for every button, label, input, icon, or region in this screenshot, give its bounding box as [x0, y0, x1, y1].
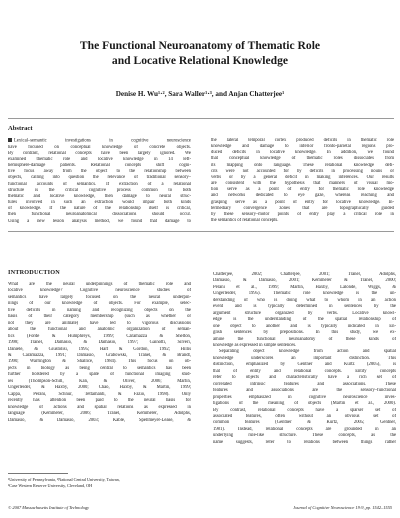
- body-line: Ungerleider, 1995). Thematic role knowledge is the un-: [213, 291, 396, 297]
- paper-title: [40, 38, 360, 68]
- abstract-line: cits were not accounted for by deficits in processing nouns or: [211, 168, 394, 174]
- copyright-footer: © 2007 Massachusetts Institute of Technology: [8, 505, 90, 510]
- abstract-line: Using a new lesion analysis method, we found that damage to: [8, 218, 191, 224]
- abstract-line: and networks dedicated to eye gaze, whereas reaching and: [211, 193, 394, 199]
- abstract-line: Lexical–semantic investigations in cognitive neuroscience: [8, 138, 191, 145]
- body-line: properties emphasized in cognitive neuroscience inves-: [213, 394, 396, 400]
- abstract-top-rule: [8, 118, 394, 119]
- body-line: & Caramazza, 1991; Damasio, Grabowski, Tranel, & Brandt,: [8, 352, 191, 358]
- abstract-line: grasping serve as a point of entry for locative knowledge. In-: [211, 199, 394, 205]
- body-line: Chatterjee, 2002; Chatterjee, 2001; Tranel, Adolphs,: [213, 272, 396, 277]
- body-line: semantics have largely focused on the neural underpin-: [8, 294, 191, 300]
- body-line: Damasio, & Damasio, 2001; Kemmerer & Tranel, 2000;: [213, 278, 396, 284]
- body-line: amine the functional neuroanatomy of these kinds of: [213, 336, 396, 342]
- body-line: about the functional and anatomic organization of seman-: [8, 327, 191, 333]
- abstract-line: duced deficits in locative knowledge. In addition, we found: [211, 150, 394, 156]
- body-line: 1990; Warrington & Shallice, 1984). This focus on ob-: [8, 359, 191, 365]
- body-line: Separating object knowledge from action and spatial: [219, 349, 396, 355]
- body-line: nings of our knowledge of objects. For example, selec-: [8, 301, 191, 307]
- footnote-line: ³Case Western Reserve University, Cleveland, OH: [8, 483, 93, 488]
- affiliation-footnotes: [8, 477, 191, 489]
- introduction-heading: INTRODUCTION: [8, 269, 60, 276]
- body-line: name suggests, refer to relations between things rather: [213, 439, 396, 445]
- abstract-line: By contrast, relational concepts have been largely ignored. We: [8, 150, 191, 156]
- body-line: knowledge of actions and spatial relations as expressed in: [8, 404, 191, 410]
- introduction-left-column: [8, 282, 191, 424]
- body-line: tics (Forde & Humphreys, 1999; Caramazza & Shelton,: [8, 333, 191, 339]
- abstract-line: that conceptual knowledge of thematic roles dissociates from: [211, 156, 394, 162]
- abstract-line: examined thematic role and locative knowledge in 14 left-: [8, 156, 191, 162]
- body-line: event and is typically determined in sentences by the: [213, 304, 396, 310]
- body-line: tive deficits in naming and recognizing objects on the: [8, 307, 191, 313]
- body-line: refer to objects and characteristically have a rich set of: [213, 375, 396, 381]
- author-list: Denise H. Wu¹·², Sara Waller¹·³, and Anjan Chatterjee¹: [115, 90, 285, 98]
- body-line: tigations of the meaning of objects (Martin et al., 2000).: [213, 401, 396, 407]
- body-line: glish sentences by prepositions. In this study, we ex-: [213, 330, 396, 336]
- abstract-line: the lateral temporal cortex produced deficits in thematic role: [211, 138, 394, 143]
- body-line: ies (Thompson-Schill, Kan, & Oliver, 2006; Martin,: [8, 378, 191, 384]
- journal-citation-footer: Journal of Cognitive Neuroscience 19:9, pp. 1542–1555: [293, 505, 392, 510]
- abstract-bottom-rule: [8, 231, 394, 232]
- body-line: that of entity and relational concepts. Entity concepts: [213, 368, 396, 374]
- body-line: recently has attention been paid to the neural basis for: [8, 398, 191, 404]
- body-line: common features (Gentner & Kurtz, 2005; Gentner,: [213, 420, 396, 426]
- body-line: What are the neural underpinnings of thematic role and: [8, 282, 191, 287]
- body-line: knowledge underscores an important distinction. This: [213, 355, 396, 361]
- abstract-line: the semantics of relational concepts.: [211, 218, 279, 224]
- abstract-line: then functional neuroanatomical dissociations should occur.: [8, 212, 191, 218]
- body-line: distinction, emphasized by Gentner and Kurtz (2005), is: [213, 362, 396, 368]
- abstract-line: structure is the critical cognitive process common to both: [8, 187, 191, 193]
- abstract-line: termediary convergence zones that are topographically guided: [211, 205, 394, 211]
- abstract-line: tive focus away from the object to the relationship between: [8, 169, 191, 175]
- abstract-line: objects, calling into question the relevance of traditional sensory–: [8, 175, 191, 181]
- body-line: argument structure organized by verbs. Locative knowl-: [213, 310, 396, 316]
- body-line: By contrast, relational concepts have a sparser set of: [213, 407, 396, 413]
- body-line: jects in biology as being central to semantics has been: [8, 365, 191, 371]
- abstract-line: tion serve as a point of entry for thematic role knowledge: [211, 187, 394, 193]
- title-line: and Locative Relational Knowledge: [111, 54, 289, 67]
- body-line: locative knowledge? Cognitive neuroscience studies of: [8, 288, 191, 294]
- abstract-line: functional accounts of semantics. If extraction of a relational: [8, 181, 191, 187]
- abstract-line: knowledge and damage to inferior fronto-parietal regions pro-: [211, 144, 394, 150]
- abstract-line: tures involved in such an extraction would impair both kinds: [8, 200, 191, 206]
- body-line: knowledge as expressed in simple sentences.: [213, 342, 297, 348]
- abstract-left-column: [8, 138, 191, 225]
- footnote-rule: [8, 473, 68, 474]
- abstract-line: thematic and locative knowledge, then damage to neural struc-: [8, 193, 191, 199]
- body-line: Cappa, Perani, Schnur, Tettamanti, & Fazio, 1998). Only: [8, 391, 191, 397]
- title-line: The Functional Neuroanatomy of Thematic Role: [79, 39, 321, 52]
- body-line: basis of their category membership (such as whether or: [8, 314, 191, 320]
- body-line: underlying rule-like structure. These concepts, as the: [213, 433, 396, 439]
- body-line: 1998; Tranel, Damasio, & Damasio, 1997; Gainotti, Silveri,: [8, 340, 191, 346]
- body-line: Daniele, & Giustolisi, 1995; Hart & Gordon, 1992; Hillis: [8, 346, 191, 352]
- abstract-line: hemisphere-damage patients. Relational concepts shift cogni-: [8, 163, 191, 169]
- body-line: 1981). Instead, relational concepts are grounded in an: [213, 426, 396, 432]
- abstract-heading: Abstract: [8, 125, 33, 132]
- abstract-right-column: [211, 138, 394, 224]
- abstract-line: by these sensory–motor points of entry play a critical role in: [211, 211, 394, 217]
- body-line: Ungerleider, & Haxby, 2000; Chao, Haxby, & Martin, 1999;: [8, 385, 191, 391]
- body-line: edge is the understanding of the spatial relationship of: [213, 317, 396, 323]
- body-line: one object to another and is typically indicated in En-: [213, 323, 396, 329]
- body-line: correlated intrinsic features and associations. These: [213, 381, 396, 387]
- abstract-line: verbs or by a general deficit in making inferences. Our results: [211, 174, 394, 180]
- abstract-line: its mapping onto language. These relational knowledge defi-: [211, 162, 394, 168]
- abstract-bullet-icon: [8, 138, 12, 142]
- abstract-line: are consistent with the hypothesis that manners of visual mo-: [211, 181, 394, 187]
- abstract-line: of knowledge. If the nature of the relationship itself is critical,: [8, 206, 191, 212]
- body-line: not they are animate) have led to vigorous discussions: [8, 320, 191, 326]
- body-line: further bolstered by a spate of functional imaging stud-: [8, 372, 191, 378]
- body-line: language (Kemmerer, 2006; Tranel, Kemmerer, Adolphs,: [8, 411, 191, 417]
- footnote-line: ¹University of Pennsylvania, ²National Central University, Taiwan,: [8, 477, 120, 482]
- body-line: Perani et al., 1999; Martin, Haxby, Lalonde, Wiggs, &: [213, 284, 396, 290]
- abstract-line: have focused on conceptual knowledge of concrete objects.: [8, 144, 191, 150]
- introduction-right-column: [213, 272, 396, 446]
- body-line: associated features, often without an obvious set of: [213, 413, 396, 419]
- body-line: Damasio, & Damasio, 2003; Kable, Spellmeyer-Lease, &: [8, 417, 191, 423]
- body-line: features and associations are the sensory–functional: [213, 388, 396, 394]
- body-line: derstanding of who is doing what to whom in an action: [213, 297, 396, 303]
